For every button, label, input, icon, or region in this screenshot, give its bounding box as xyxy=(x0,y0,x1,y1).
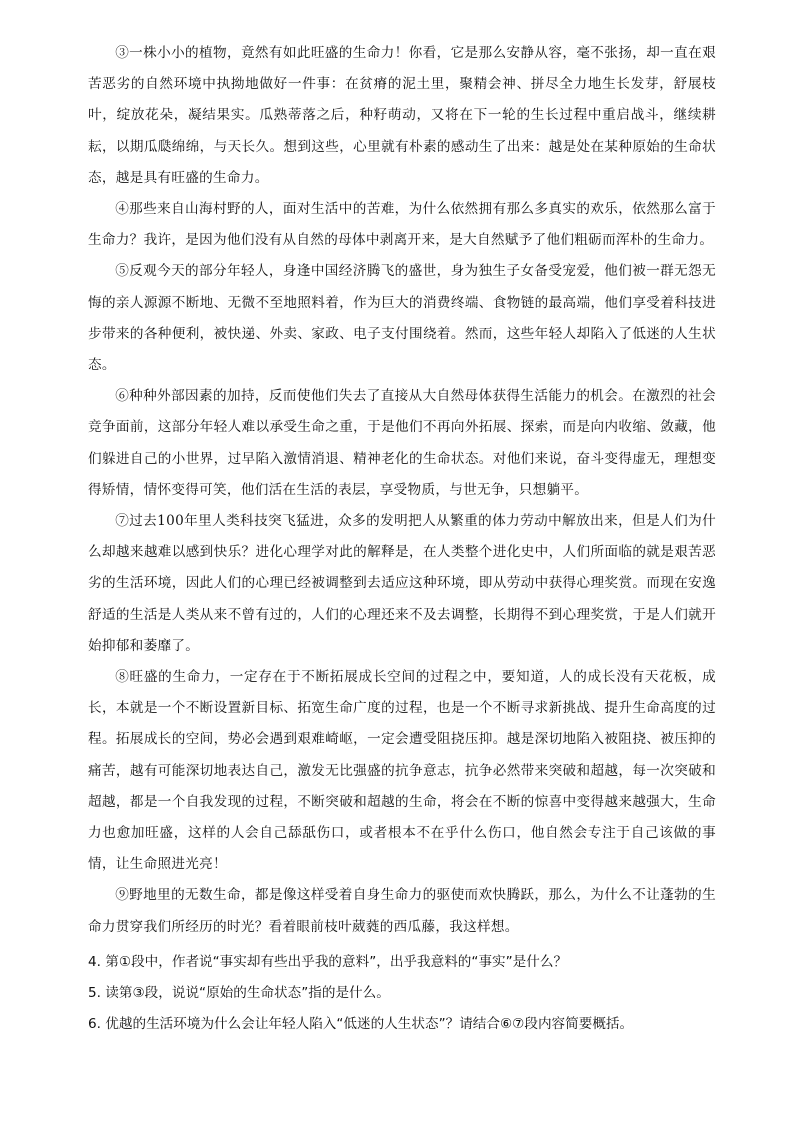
paragraph-4: ④那些来自山海村野的人，面对生活中的苦难，为什么依然拥有那么多真实的欢乐，依然那么富于生命力？我许，是因为他们没有从自然的母体中剥离开来，是大自然赋予了他们粗砺而浑朴的生命力。 xyxy=(88,201,716,249)
paragraph-7: ⑦过去100年里人类科技突飞猛进，众多的发明把人从繁重的体力劳动中解放出来，但是人们为什么却越来越难以感到快乐？进化心理学对此的解释是，在人类整个进化史中，人们所面临的就是艰苦恶劣的生活环境，因此人们的心理已经被调整到去适应这种环境，即从劳动中获得心理奖赏。而现在安逸舒适的生活是人类从来不曾有过的，人们的心理还来不及去调整，长期得不到心理奖赏，于是人们就开始抑郁和萎靡了。 xyxy=(88,513,716,654)
paragraph-6: ⑥种种外部因素的加持，反而使他们失去了直接从大自然母体获得生活能力的机会。在激烈的社会竞争面前，这部分年轻人难以承受生命之重，于是他们不再向外拓展、探索，而是向内收缩、敛藏，他们躲进自己的小世界，过早陷入激情消退、精神老化的生命状态。对他们来说，奋斗变得虚无，理想变得矫情，情怀变得可笑，他们活在生活的表层，享受物质，与世无争，只想躺平。 xyxy=(88,388,716,498)
question-6: 6. 优越的生活环境为什么会让年轻人陷入“低迷的人生状态”？请结合⑥⑦段内容简要概括。 xyxy=(88,1015,634,1032)
paragraph-5: ⑤反观今天的部分年轻人，身逢中国经济腾飞的盛世，身为独生子女备受宠爱，他们被一群无怨无悔的亲人源源不断地、无微不至地照料着，作为巨大的消费终端、食物链的最高端，他们享受着科技进步带来的各种便利，被快递、外卖、家政、电子支付围绕着。然而，这些年轻人却陷入了低迷的人生状态。 xyxy=(88,263,716,374)
question-5: 5. 读第③段，说说“原始的生命状态”指的是什么。 xyxy=(88,984,390,1001)
question-4: 4. 第①段中，作者说“事实却有些出乎我的意料”，出乎我意料的“事实”是什么？ xyxy=(88,953,568,970)
paragraph-8: ⑧旺盛的生命力，一定存在于不断拓展成长空间的过程之中，要知道，人的成长没有天花板，成长，本就是一个不断设置新目标、拓宽生命广度的过程，也是一个不断寻求新挑战、提升生命高度的过程。拓展成长的空间，势必会遇到艰难崎岖，一定会遭受阻挠压抑。越是深切地陷入被阻挠、被压抑的痛苦，越有可能深切地表达自己，激发无比强盛的抗争意志，抗争必然带来突破和超越，每一次突破和超越，都是一个自我发现的过程，不断突破和超越的生命，将会在不断的惊喜中变得越来越强大，生命力也愈加旺盛，这样的人会自己舔舐伤口，或者根本不在乎什么伤口，他自然会专注于自己该做的事情，让生命照进光亮！ xyxy=(88,669,716,873)
paragraph-9: ⑨野地里的无数生命，都是像这样受着自身生命力的驱使而欢快腾跃，那么，为什么不让蓬勃的生命力贯穿我们所经历的时光？看着眼前枝叶葳蕤的西瓜藤，我这样想。 xyxy=(88,887,716,935)
question-list xyxy=(88,947,716,1040)
article-body xyxy=(88,38,716,943)
paragraph-3: ③一株小小的植物，竟然有如此旺盛的生命力！你看，它是那么安静从容，毫不张扬，却一直在艰苦恶劣的自然环境中执拗地做好一件事：在贫瘠的泥土里，聚精会神、拼尽全力地生长发芽，舒展枝叶，绽放花朵，凝结果实。瓜熟蒂落之后，种籽萌动，又将在下一轮的生长过程中重启战斗，继续耕耘，以期瓜瓞绵绵，与天长久。想到这些，心里就有朴素的感动生了出来：越是处在某种原始的生命状态，越是具有旺盛的生命力。 xyxy=(88,45,716,186)
